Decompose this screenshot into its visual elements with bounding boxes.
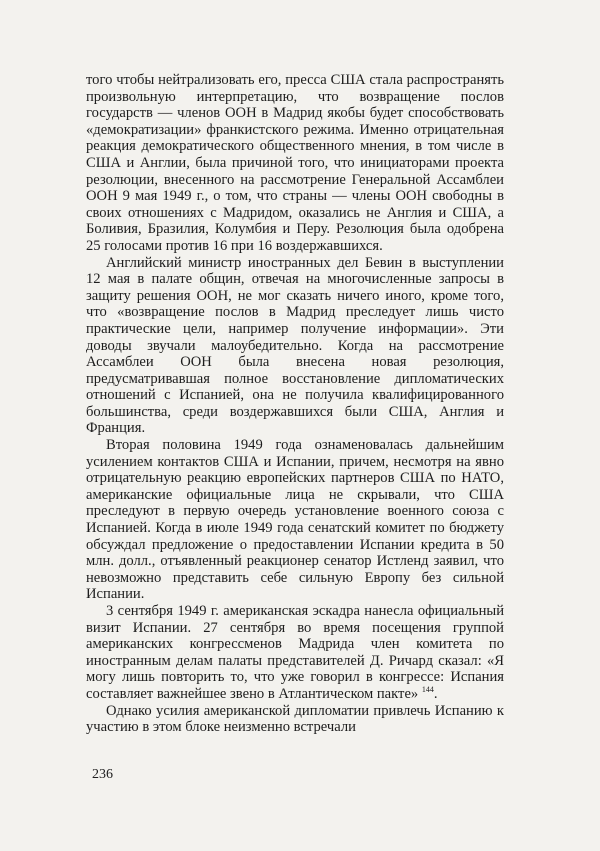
paragraph-2 <box>86 255 504 438</box>
paragraph-text: Однако усилия американской дипломатии привлечь Испанию к участию в этом блоке неизменно встречали <box>86 702 504 736</box>
page-number: 236 <box>92 767 113 782</box>
paragraph-1 <box>86 72 504 255</box>
paragraph-3 <box>86 437 504 603</box>
paragraph-text: Английский министр иностранных дел Бевин в выступлении 12 мая в палате общин, отвечая на многочисленные запросы в защиту решения ООН, не мог сказать ничего иного, кроме того, что «возвращение послов в Мадрид преследует лишь чисто практические цели, например получение информации». Эти доводы звучали малоубедительно. Когда на рассмотрение Ассамблеи ООН была внесена новая резолюция, предусматривавшая полное восстановление дипломатических отношений с Испанией, она не получила квалифицированного большинства, среди воздержавшихся были США, Англия и Франция. <box>86 254 504 437</box>
paragraph-end: . <box>433 685 438 702</box>
paragraph-4 <box>86 603 504 703</box>
page-body <box>86 72 504 736</box>
paragraph-text: 3 сентября 1949 г. американская эскадра нанесла официальный визит Испании. 27 сентября во время посещения группой американских конгрессменов Мадрида член комитета по иностранным делам палаты представителей Д. Ричард сказал: «Я могу лишь повторить то, что уже говорил в конгрессе: Испания составляет важнейшее звено в Атлантическом пакте» <box>86 603 504 702</box>
paragraph-text: того чтобы нейтрализовать его, пресса США стала распространять произвольную интерпретацию, что возвращение послов государств — членов ООН в Мадрид якобы будет способствовать «демократизации» франкистского режима. Именно отрицательная реакция демократического общественного мнения, в том числе в США и Англии, была причиной того, что инициаторами проекта резолюции, внесенного на рассмотрение Генеральной Ассамблеи ООН 9 мая 1949 г., о том, что страны — члены ООН свободны в своих отношениях с Мадридом, оказались не Англия и США, а Боливия, Бразилия, Колумбия и Перу. Резолюция была одобрена 25 голосами против 16 при 16 воздержавшихся. <box>86 72 504 254</box>
paragraph-5 <box>86 703 504 736</box>
footnote-marker: 144 <box>421 685 434 695</box>
paragraph-text: Вторая половина 1949 года ознаменовалась дальнейшим усилением контактов США и Испании, причем, несмотря на явно отрицательную реакцию европейских партнеров США по НАТО, американские официальные лица не скрывали, что США преследуют в первую очередь установление военного союза с Испанией. Когда в июле 1949 года сенатский комитет по бюджету обсуждал предложение о предоставлении Испании кредита в 50 млн. долл., отъявленный реакционер сенатор Истленд заявил, что невозможно представить себе сильную Европу без сильной Испании. <box>86 437 504 603</box>
